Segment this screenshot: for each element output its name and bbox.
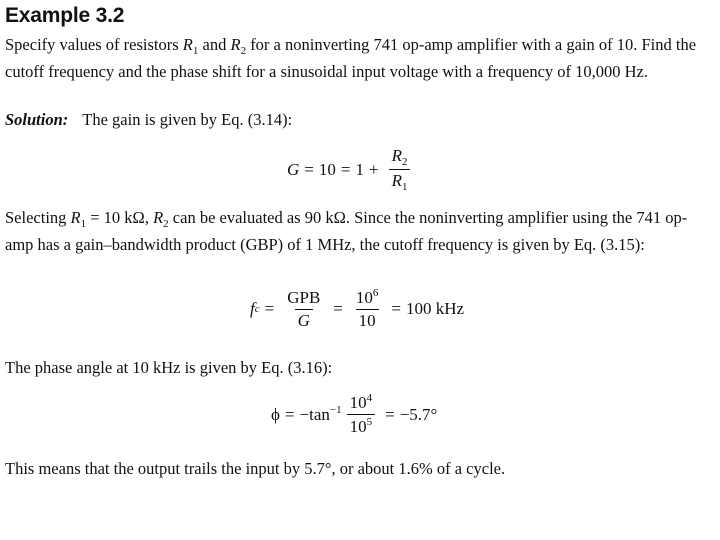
cutoff-result: 100 kHz	[405, 299, 465, 318]
fraction-numerator	[389, 146, 411, 169]
equals-sign: =	[340, 159, 351, 179]
problem-text-1: Specify values of resistors	[5, 35, 183, 54]
r2-subscript: 2	[401, 156, 408, 168]
r1-subscript: 1	[80, 218, 87, 230]
problem-text-3: for a noninverting 741 op-amp amplifier with a gain of 10. Find the cutoff frequency and the phase shift for a sinusoidal input voltage with a frequency of 10,000 Hz.	[5, 35, 697, 81]
r2-symbol: R	[153, 208, 164, 227]
power-base: 10	[349, 393, 367, 412]
fraction-denominator	[347, 414, 376, 437]
plus-sign: +	[368, 159, 379, 179]
cutoff-subscript: c	[254, 303, 260, 315]
conclusion-text: This means that the output trails the input by 5.7°, or about 1.6% of a cycle.	[5, 459, 506, 478]
gain-equation	[287, 146, 415, 193]
cutoff-symbol: f	[250, 299, 255, 318]
equals-sign: =	[304, 159, 314, 179]
phase-result: −5.7°	[399, 404, 438, 424]
gain-symbol: G	[287, 159, 300, 179]
r2-subscript: 2	[163, 218, 169, 230]
r1-symbol: R	[182, 35, 193, 54]
equals-sign: =	[284, 404, 295, 424]
numeric-fraction	[353, 287, 382, 331]
phase-equation	[271, 392, 437, 437]
phi-symbol: ϕ	[271, 404, 280, 424]
selecting-text-3: can be evaluated as 90 kΩ. Since the noninverting amplifier using the 741 op-amp has a gain–bandwidth product (GBP) of 1 MHz, the cutoff frequency is given by Eq. (3.15):	[5, 208, 688, 254]
phase-intro: The phase angle at 10 kHz is given by Eq. (3.16):	[5, 358, 333, 377]
gain-value: 10	[318, 159, 336, 179]
one-value: 1	[355, 159, 364, 179]
frequency-ratio-fraction	[347, 392, 376, 437]
selecting-paragraph	[5, 208, 711, 255]
cutoff-equation	[250, 287, 464, 331]
r2-subscript: 2	[240, 45, 247, 57]
solution-label: Solution:	[5, 110, 69, 129]
r1-subscript: 1	[401, 181, 408, 193]
power-exponent: 6	[372, 287, 379, 299]
solution-intro	[5, 110, 711, 131]
r2-symbol: R	[391, 146, 402, 165]
solution-text: The gain is given by Eq. (3.14):	[82, 110, 293, 129]
resistor-ratio-fraction	[389, 146, 411, 193]
selecting-text-2: = 10 kΩ,	[86, 208, 154, 227]
fraction-numerator	[353, 287, 382, 309]
r1-symbol: R	[70, 208, 81, 227]
gbp-over-gain-fraction	[284, 288, 323, 331]
problem-statement	[5, 35, 711, 82]
equals-sign: =	[264, 299, 275, 318]
fraction-denominator	[389, 169, 411, 193]
fraction-denominator: 10	[356, 309, 379, 331]
power-exponent: 5	[366, 416, 373, 428]
fraction-denominator: G	[295, 309, 313, 331]
problem-text-2: and	[198, 35, 231, 54]
r1-subscript: 1	[192, 45, 199, 57]
power-base: 10	[349, 417, 367, 436]
example-heading: Example 3.2	[5, 4, 125, 27]
equals-sign: =	[333, 299, 343, 318]
r2-symbol: R	[230, 35, 241, 54]
r1-symbol: R	[391, 171, 402, 190]
fraction-numerator: GPB	[287, 287, 321, 307]
equals-sign: =	[385, 404, 395, 424]
fraction-numerator	[347, 392, 376, 414]
arctan-function	[300, 404, 342, 425]
selecting-text-1: Selecting	[5, 208, 71, 227]
power-base: 10	[355, 288, 373, 307]
equals-sign: =	[391, 299, 401, 318]
inverse-exponent: −1	[329, 404, 342, 416]
power-exponent: 4	[366, 392, 373, 404]
tan-label: −tan	[299, 405, 330, 424]
